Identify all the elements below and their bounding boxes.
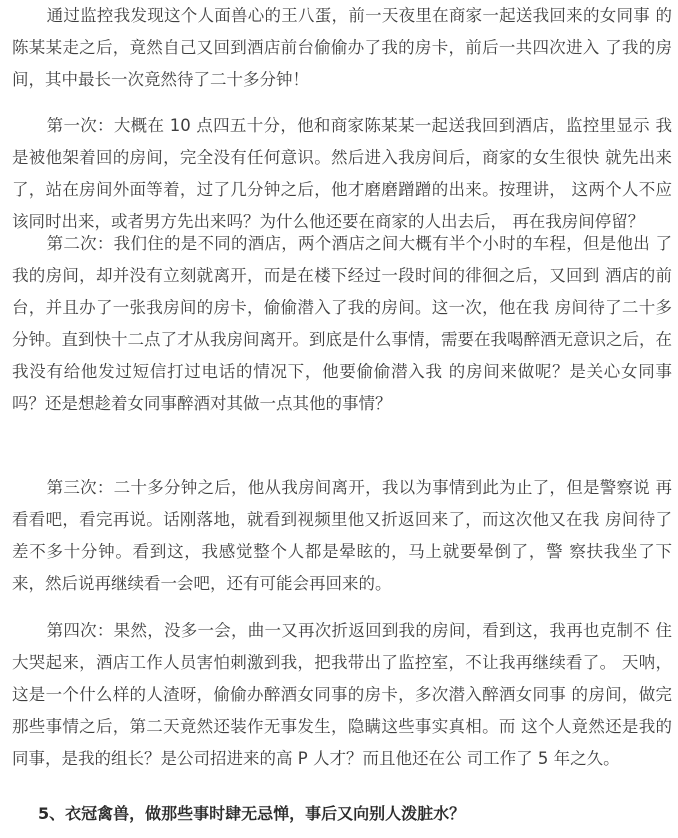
paragraph-third-entry: 第三次：二十多分钟之后，他从我房间离开，我以为事情到此为止了，但是警察说 再看看吧，看完再说。话刚落地，就看到视频里他又折返回来了，而这次他又在我 房间待了差不多十分钟。看到这，我感觉整个人都是晕眩的，马上就要晕倒了，警 察扶我坐了下来，然后说再继续看一会吧，还有可能会再回来的。 [12, 478, 672, 593]
paragraph-second-entry: 第二次：我们住的是不同的酒店，两个酒店之间大概有半个小时的车程，但是他出 了我的房间，却并没有立刻就离开，而是在楼下经过一段时间的徘徊之后，又回到 酒店的前台，并且办了一张我房间的房卡，偷偷潜入了我的房间。这一次，他在我 房间待了二十多分钟。直到快十二点了才从我房间离开。到底是什么事情，需要在我喝醉酒无意识之后，在我没有给他发过短信打过电话的情况下，他要偷偷潜入我 的房间来做呢？是关心女同事吗？还是想趁着女同事醉酒对其做一点其他的事情？ [12, 234, 672, 413]
paragraph-first-entry: 第一次：大概在 10 点四五十分，他和商家陈某某一起送我回到酒店，监控里显示 我是被他架着回的房间，完全没有任何意识。然后进入我房间后，商家的女生很快 就先出来了，站在房间外面等着，过了几分钟之后，他才磨磨蹭蹭的出来。按理讲， 这两个人不应该同时出来，或者男方先出来吗？为什么他还要在商家的人出去后， 再在我房间停留？ [12, 116, 672, 231]
section-heading: 5、衣冠禽兽，做那些事时肆无忌惮，事后又向别人泼脏水？ [38, 804, 466, 823]
paragraph-fourth-entry: 第四次：果然，没多一会，曲一又再次折返回到我的房间，看到这，我再也克制不 住大哭起来，酒店工作人员害怕刺激到我，把我带出了监控室，不让我再继续看了。 天呐，这是一个什么样的人渣呀，偷偷办醉酒女同事的房卡，多次潜入醉酒女同事 的房间，做完那些事情之后，第二天竟然还装作无事发生，隐瞒这些事实真相。而 这个人竟然还是我的同事，是我的组长？是公司招进来的高 P 人才？而且他还在公 司工作了 5 年之久。 [12, 621, 672, 768]
paragraph-intro: 通过监控我发现这个人面兽心的王八蛋，前一天夜里在商家一起送我回来的女同事 的陈某某走之后，竟然自己又回到酒店前台偷偷办了我的房卡，前后一共四次进入 了我的房间，其中最长一次竟然待了二十多分钟！ [12, 6, 672, 89]
